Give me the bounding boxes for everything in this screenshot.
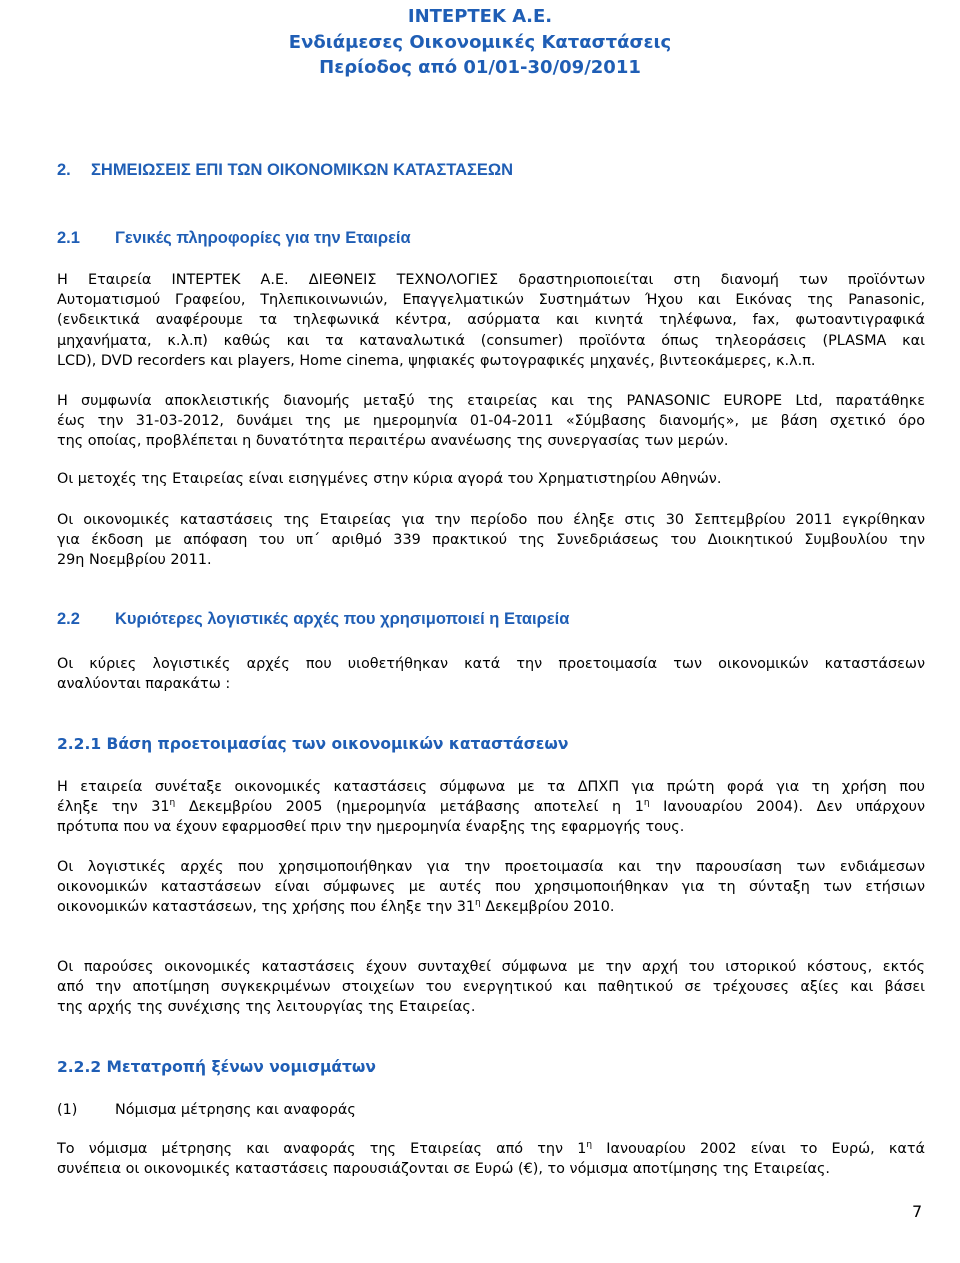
text-line: οικονομικών καταστάσεων είναι σύμφωνες με αυτές που χρησιμοποιήθηκαν για τη σύνταξη των ετήσιων [57,879,925,896]
text-line: Η συμφωνία αποκλειστικής διανομής μεταξύ της εταιρείας και της PANASONIC EUROPE Ltd, παρατάθηκε [57,393,925,409]
text-line: Οι μετοχές της Εταιρείας είναι εισηγμένες στην κύρια αγορά του Χρηματιστηρίου Αθηνών. [57,471,722,487]
item-1-title: Νόμισμα μέτρησης και αναφοράς [115,1102,356,1118]
text-line: έληξε την $31^\eta$ Δεκεμβρίου 2005 (ημερομηνία μετάβασης αποτελεί η $1^\eta$ Ιανουαρίου 2004). Δεν υπάρχουν [57,798,925,816]
text-line: (ενδεικτικά αναφέρουμε τα τηλεφωνικά κέντρα, ασύρματα και κινητά τηλέφωνα, fax, φωτοαντιγραφικά [57,312,925,329]
text-line: συνέπεια οι οικονομικές καταστάσεις παρουσιάζονται σε Ευρώ (€), το νόμισμα αποτίμησης της Εταιρείας. [57,1161,830,1178]
text-line: έως την 31-03-2012, δυνάμει της με ημερομηνία 01-04-2011 «Σύμβασης διανομής», με βάση σχετικό όρο [57,413,925,430]
section-2-2-2-title: Μετατροπή ξένων νομισμάτων [106,1058,376,1076]
company-description-paragraph [57,270,925,371]
text-line: πρότυπα που να έχουν εφαρμοσθεί πριν την ημερομηνία έναρξης της εφαρμογής τους. [57,819,685,836]
text-line: Οι λογιστικές αρχές που χρησιμοποιήθηκαν για την προετοιμασία και την παρουσίαση των ενδιάμεσων [57,859,925,875]
section-2-2-number: 2.2 [57,610,80,628]
text-line: Αυτοματισμού Γραφείου, Τηλεπικοινωνιών, Επαγγελματικών Συστημάτων Ήχου και Εικόνας της Panasonic, [57,292,925,309]
text-line: Οι οικονομικές καταστάσεις της Εταιρείας για την περίοδο που έληξε στις 30 Σεπτεμβρίου 2011 εγκρίθηκαν [57,512,925,528]
distribution-agreement-paragraph [57,391,925,452]
section-2-title: ΣΗΜΕΙΩΣΕΙΣ ΕΠΙ ΤΩΝ ΟΙΚΟΝΟΜΙΚΩΝ ΚΑΤΑΣΤΑΣΕΩΝ [91,161,514,179]
listing-paragraph [57,469,925,489]
subsection-item-1 [57,1100,925,1120]
text-line: της οποίας, προβλέπεται η δυνατότητα περαιτέρω ανανέωσης της συνεργασίας των μερών. [57,433,729,450]
text-line: Οι παρούσες οικονομικές καταστάσεις έχουν συνταχθεί σύμφωνα με την αρχή του ιστορικού κόστους, εκτός [57,959,925,975]
text-line: μηχανήματα, κ.λ.π) καθώς και τα καταναλωτικά (consumer) προϊόντα όπως τηλεοράσεις (PLASMA και [57,332,925,349]
text-line: της αρχής της συνέχισης της λειτουργίας της Εταιρείας. [57,999,476,1016]
text-line: οικονομικών καταστάσεων, της χρήσης που έληξε την $31^\eta$ Δεκεμβρίου 2010. [57,898,615,916]
section-2-1-title: Γενικές πληροφορίες για την Εταιρεία [115,229,411,247]
header-statement-title: Ενδιάμεσες Οικονομικές Καταστάσεις [288,32,672,53]
section-2-2-2-heading [57,1058,925,1076]
approval-paragraph [57,510,925,571]
text-line: Η Εταιρεία ΙΝΤΕΡΤΕΚ Α.Ε. ΔΙΕΘΝΕΙΣ ΤΕΧΝΟΛΟΓΙΕΣ δραστηριοποιείται στη διανομή των προϊόντων [57,272,925,288]
header-company: ΙΝΤΕΡΤΕΚ Α.Ε. [407,6,553,27]
text-line: Η εταιρεία συνέταξε οικονομικές καταστάσεις σύμφωνα με τα ΔΠΧΠ για πρώτη φορά για τη χρήση που [57,779,925,795]
item-1-number: (1) [57,1102,78,1118]
historical-cost-paragraph [57,957,925,1018]
text-line: Το νόμισμα μέτρησης και αναφοράς της Εταιρείας από την $1^\eta$ Ιανουαρίου 2002 είναι το Ευρώ, κατά [57,1140,925,1157]
text-line: για έκδοση με απόφαση του υπ΄ αριθμό 339 πρακτικού της Συνεδριάσεως του Διοικητικού Συμβουλίου την [57,532,925,549]
section-2-2-title: Κυριότερες λογιστικές αρχές που χρησιμοποιεί η Εταιρεία [115,610,570,628]
ifrs-basis-paragraph [57,777,925,838]
section-2-2-1-number: 2.2.1 [57,735,102,753]
interim-principles-paragraph [57,857,925,918]
section-2-2-1-title: Βάση προετοιμασίας των οικονομικών καταστάσεων [106,735,569,753]
text-line: αναλύονται παρακάτω : [57,676,231,693]
section-2-2-2-number: 2.2.2 [57,1058,102,1076]
page-number: 7 [912,1202,923,1221]
section-2-2-heading [57,610,925,629]
section-2-1-number: 2.1 [57,229,80,247]
accounting-principles-intro [57,654,925,694]
section-2-1-heading [57,229,925,248]
text-line: LCD), DVD recorders και players, Home cinema, ψηφιακές φωτογραφικές μηχανές, βιντεοκάμερες, κ.λ.π. [57,352,816,369]
text-line: 29η Νοεμβρίου 2011. [57,552,212,569]
header-period: Περίοδος από 01/01-30/09/2011 [319,57,641,78]
text-line: Οι κύριες λογιστικές αρχές που υιοθετήθηκαν κατά την προετοιμασία των οικονομικών καταστάσεων [57,656,925,672]
text-line: από την αποτίμηση συγκεκριμένων στοιχείων του ενεργητικού και παθητικού σε τρέχουσες αξίες και βάσει [57,979,925,996]
section-2-heading [57,161,925,180]
section-2-2-1-heading [57,735,925,753]
section-2-number: 2. [57,161,71,179]
currency-paragraph [57,1139,925,1179]
